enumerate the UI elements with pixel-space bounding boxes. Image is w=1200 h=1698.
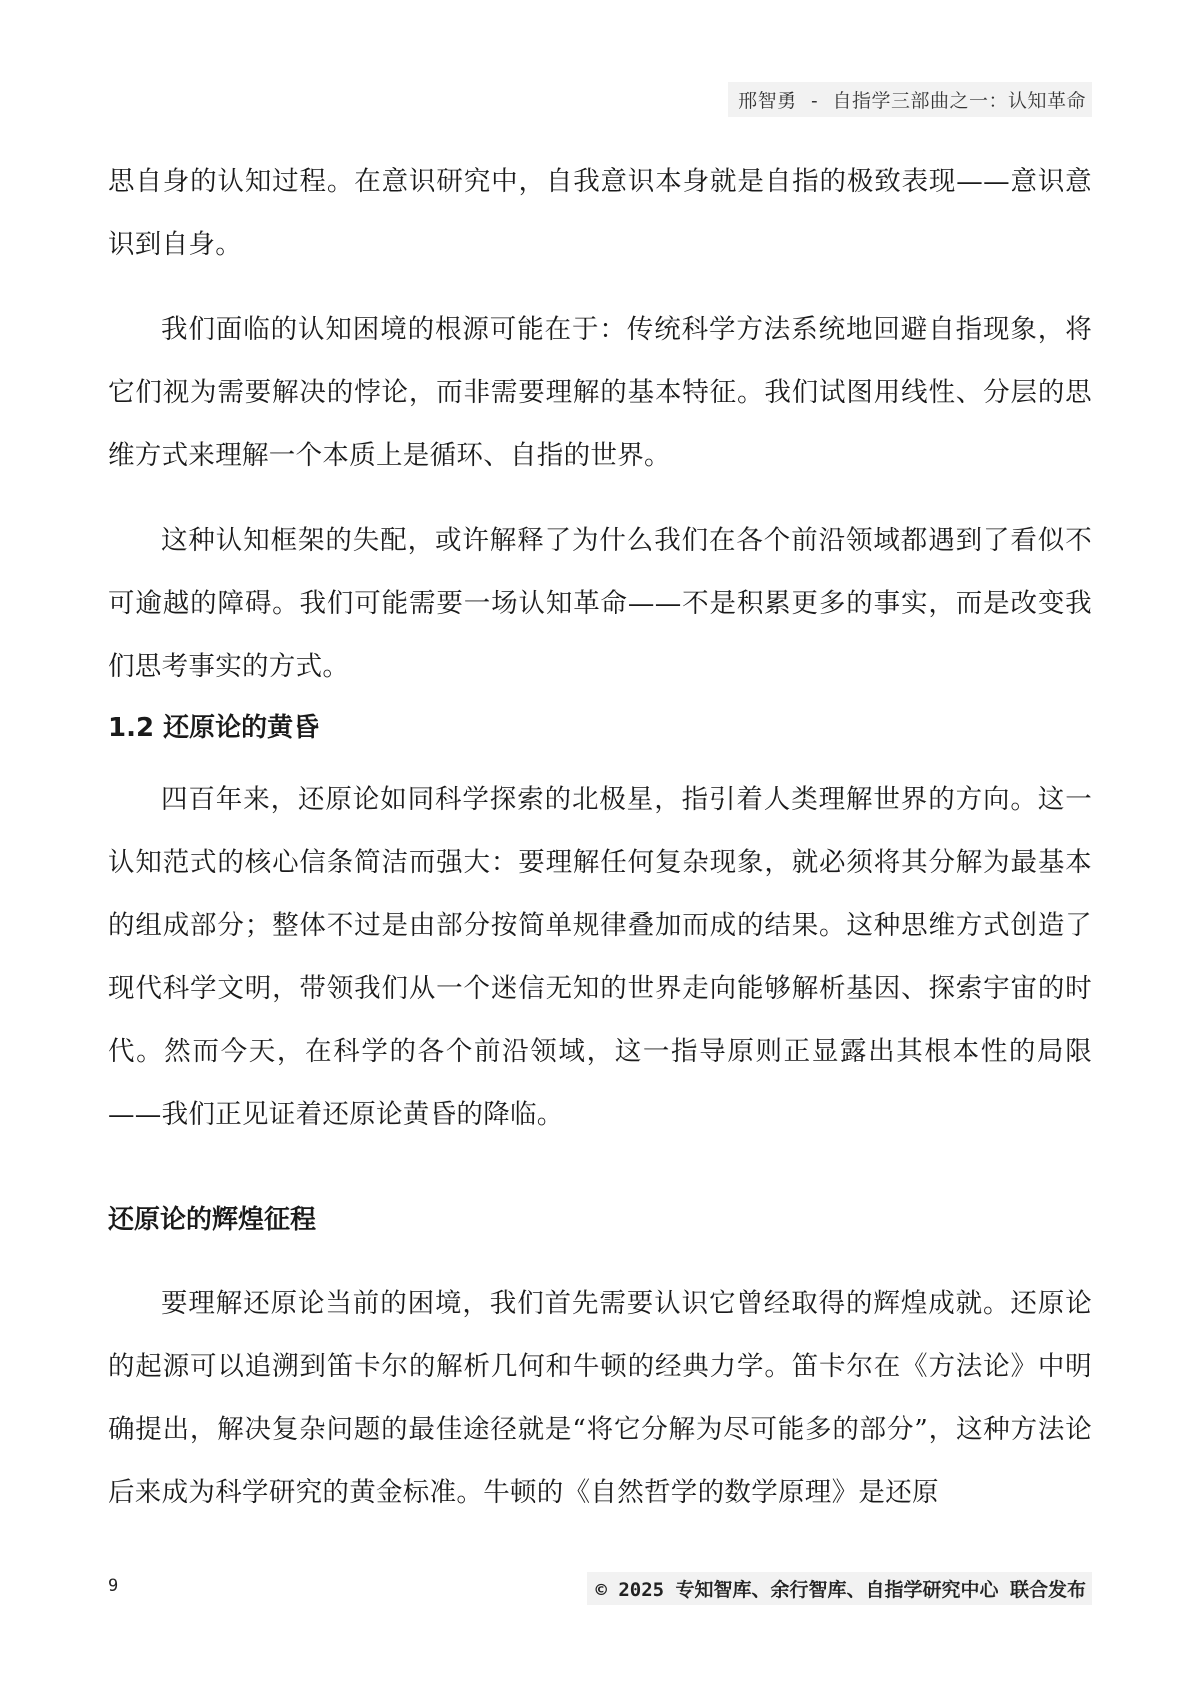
page-number: 9 <box>108 1576 119 1596</box>
page-content <box>108 150 1092 1524</box>
paragraph-continued: 思自身的认知过程。在意识研究中，自我意识本身就是自指的极致表现——意识意识到自身。 <box>108 166 1092 260</box>
paragraph: 这种认知框架的失配，或许解释了为什么我们在各个前沿领域都遇到了看似不可逾越的障碍。我们可能需要一场认知革命——不是积累更多的事实，而是改变我们思考事实的方式。 <box>108 525 1092 682</box>
footer-credit: © 2025 专知智库、余行智库、自指学研究中心 联合发布 <box>587 1572 1092 1605</box>
paragraph: 我们面临的认知困境的根源可能在于：传统科学方法系统地回避自指现象，将它们视为需要解决的悖论，而非需要理解的基本特征。我们试图用线性、分层的思维方式来理解一个本质上是循环、自指的世界。 <box>108 314 1092 471</box>
section-heading: 1.2 还原论的黄昏 <box>108 713 320 743</box>
subsection-paragraph: 要理解还原论当前的困境，我们首先需要认识它曾经取得的辉煌成就。还原论的起源可以追溯到笛卡尔的解析几何和牛顿的经典力学。笛卡尔在《方法论》中明确提出，解决复杂问题的最佳途径就是“将它分解为尽可能多的部分”，这种方法论后来成为科学研究的黄金标准。牛顿的《自然哲学的数学原理》是还原 <box>108 1288 1092 1508</box>
running-header: 邢智勇 - 自指学三部曲之一：认知革命 <box>728 82 1092 117</box>
subsection-heading: 还原论的辉煌征程 <box>108 1205 317 1235</box>
section-paragraph: 四百年来，还原论如同科学探索的北极星，指引着人类理解世界的方向。这一认知范式的核心信条简洁而强大：要理解任何复杂现象，就必须将其分解为最基本的组成部分；整体不过是由部分按简单规律叠加而成的结果。这种思维方式创造了现代科学文明，带领我们从一个迷信无知的世界走向能够解析基因、探索宇宙的时代。然而今天，在科学的各个前沿领域，这一指导原则正显露出其根本性的局限——我们正见证着还原论黄昏的降临。 <box>108 784 1092 1130</box>
